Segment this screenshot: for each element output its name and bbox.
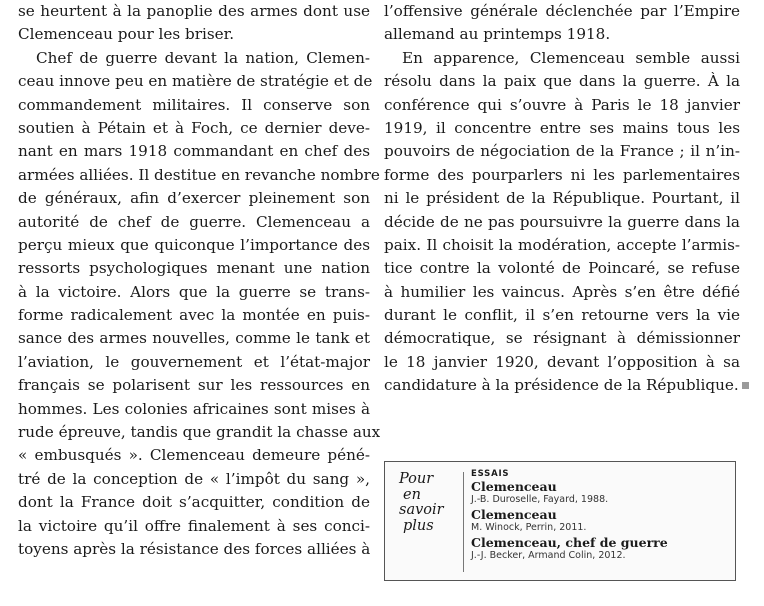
- text-line: le 18 janvier 1920, devant l’opposition à sa: [384, 352, 740, 371]
- text-line: se heurtent à la panoplie des armes dont use: [18, 2, 370, 20]
- text-line: soutien à Pétain et à Foch, ce dernier deve-: [18, 118, 370, 137]
- text-line: Clemenceau pour les briser.: [18, 25, 235, 44]
- text-line: à la victoire. Alors que la guerre se trans-: [18, 282, 370, 301]
- book-meta: J.-J. Becker, Armand Colin, 2012.: [471, 550, 626, 561]
- heading-line: Pour: [399, 471, 434, 487]
- text-line: conférence qui s’ouvre à Paris le 18 janvier: [384, 95, 740, 114]
- text-line: de généraux, afin d’exercer pleinement son: [18, 189, 370, 208]
- text-line: toyens après la résistance des forces alliées à: [18, 539, 371, 558]
- box-divider: [463, 472, 464, 572]
- book-meta: J.-B. Duroselle, Fayard, 1988.: [471, 494, 609, 505]
- text-line: l’aviation, le gouvernement et l’état-major: [18, 352, 370, 371]
- paragraph-first-line: En apparence, Clemenceau semble aussi: [402, 48, 740, 67]
- article-end-mark: [742, 382, 749, 389]
- book-title: Clemenceau: [471, 479, 557, 494]
- text-line: forme radicalement avec la montée en puis-: [18, 306, 370, 325]
- book-title: Clemenceau, chef de guerre: [471, 535, 668, 550]
- text-line: commandement militaires. Il conserve son: [18, 95, 370, 114]
- article-column-right: [384, 0, 740, 398]
- category-label: ESSAIS: [471, 469, 510, 479]
- book-entry: [471, 536, 726, 562]
- text-line: résolu dans la paix que dans la guerre. À la: [384, 72, 740, 91]
- text-line: dont la France doit s’acquitter, condition de: [18, 493, 370, 512]
- text-line: allemand au printemps 1918.: [384, 25, 611, 44]
- text-line: perçu mieux que quiconque l’importance des: [18, 235, 370, 254]
- text-line: ni le président de la République. Pourtant, il: [384, 189, 740, 208]
- heading-line: plus: [403, 517, 434, 534]
- text-line: décide de ne pas poursuivre la guerre dans la: [384, 212, 740, 231]
- last-line-text: candidature à la présidence de la République.: [384, 376, 739, 395]
- further-reading-box: [384, 461, 736, 581]
- text-line: ressorts psychologiques menant une nation: [18, 259, 370, 278]
- text-line: la victoire qu’il offre finalement à ses conci-: [18, 516, 370, 535]
- text-line: armées alliées. Il destitue en revanche nombre: [18, 165, 380, 184]
- book-entry: [471, 508, 726, 534]
- text-line: « embusqués ». Clemenceau demeure péné-: [18, 446, 370, 465]
- text-line: à humilier les vaincus. Après s’en être défié: [384, 282, 740, 301]
- text-line: rude épreuve, tandis que grandit la chasse aux: [18, 423, 381, 442]
- text-line: forme des pourparlers ni les parlementaires: [384, 165, 740, 184]
- book-title: Clemenceau: [471, 507, 557, 522]
- text-line: ceau innove peu en matière de stratégie et de: [18, 72, 373, 91]
- book-entry: [471, 480, 726, 506]
- text-line: tice contre la volonté de Poincaré, se refuse: [384, 259, 740, 278]
- text-line: tré de la conception de « l’impôt du sang »,: [18, 469, 370, 488]
- article-column-left: [18, 0, 381, 561]
- text-line: nant en mars 1918 commandant en chef des: [18, 142, 370, 161]
- paragraph-first-line: Chef de guerre devant la nation, Clemen-: [36, 48, 370, 67]
- last-text-line: [384, 374, 740, 397]
- heading-line: en: [403, 486, 421, 503]
- text-line: sance des armes nouvelles, comme le tank et: [18, 329, 370, 348]
- text-line: français se polarisent sur les ressources en: [18, 376, 370, 395]
- text-line: hommes. Les colonies africaines sont mises à: [18, 399, 370, 418]
- book-list: [471, 469, 726, 564]
- book-meta: M. Winock, Perrin, 2011.: [471, 522, 587, 533]
- further-reading-heading: [399, 472, 459, 534]
- text-line: durant le conflit, il s’en retourne vers la vie: [384, 306, 740, 325]
- text-line: paix. Il choisit la modération, accepte l’armis-: [384, 235, 740, 254]
- heading-line: savoir: [399, 502, 444, 518]
- text-line: démocratique, se résignant à démissionner: [384, 329, 740, 348]
- text-line: 1919, il concentre entre ses mains tous les: [384, 118, 740, 137]
- text-line: l’offensive générale déclenchée par l’Empire: [384, 2, 740, 20]
- text-line: autorité de chef de guerre. Clemenceau a: [18, 212, 370, 231]
- text-line: pouvoirs de négociation de la France ; il n’in-: [384, 142, 740, 161]
